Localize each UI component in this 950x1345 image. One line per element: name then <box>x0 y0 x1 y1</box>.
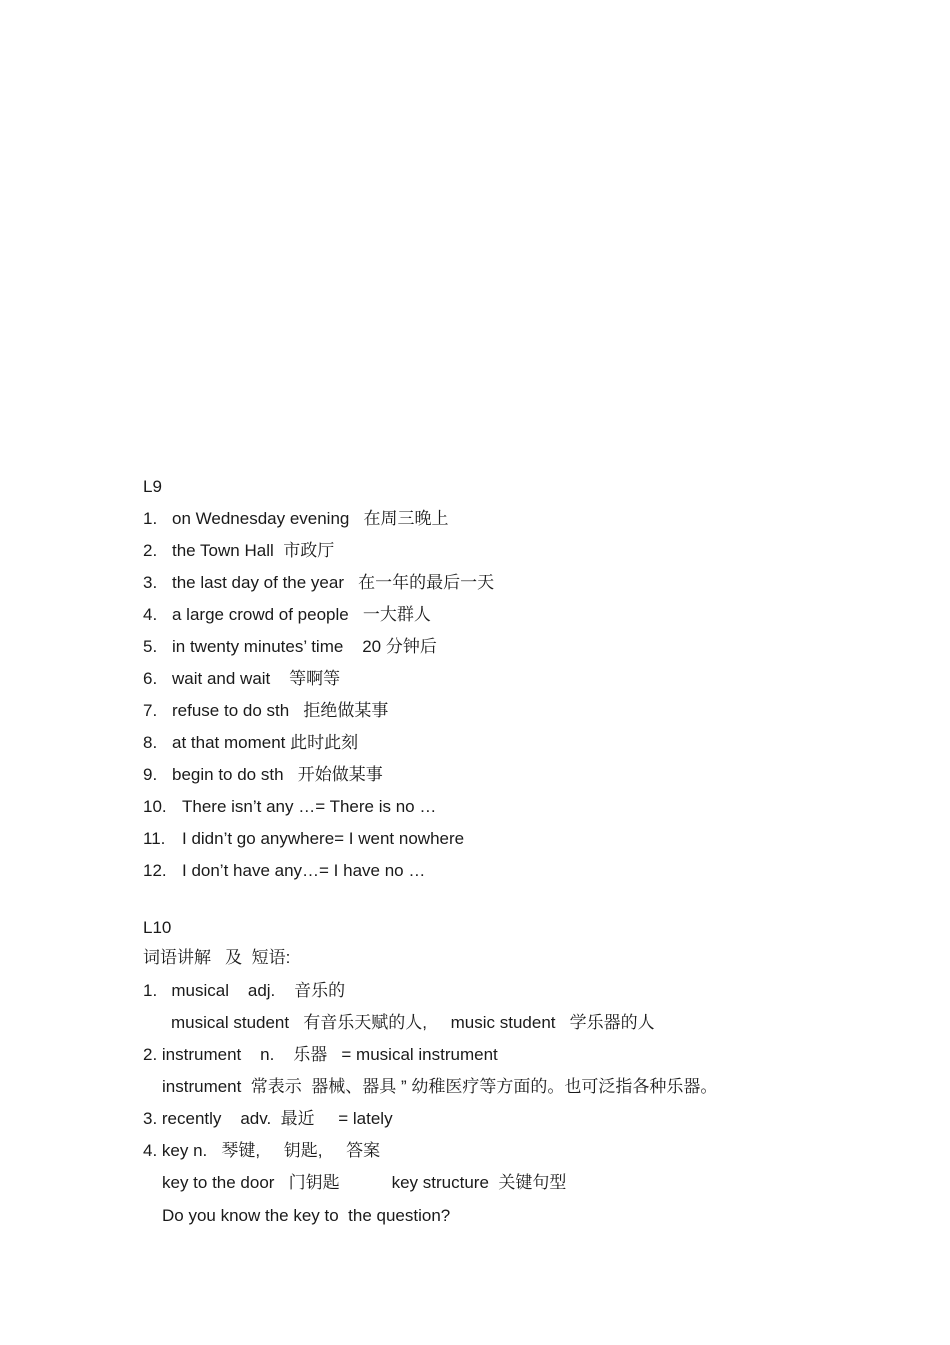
item-text: a large crowd of people 一大群人 <box>172 605 431 624</box>
item-number: 8. <box>143 733 158 752</box>
item-text: refuse to do sth 拒绝做某事 <box>172 701 389 720</box>
list-item <box>143 572 494 594</box>
list-item <box>143 540 334 562</box>
content-line: 4. key n. 琴键, 钥匙, 答案 <box>143 1141 381 1160</box>
list-item <box>143 668 340 690</box>
item-text: at that moment 此时此刻 <box>172 733 359 752</box>
item-number: 5. <box>143 637 158 656</box>
list-item <box>143 796 436 818</box>
content-line: 2. instrument n. 乐器 = musical instrument <box>143 1045 498 1064</box>
item-number: 4. <box>143 605 158 624</box>
list-item <box>143 508 449 530</box>
item-text: I don’t have any…= I have no … <box>182 861 426 880</box>
item-text: on Wednesday evening 在周三晚上 <box>172 509 449 528</box>
list-item <box>143 700 388 722</box>
content-line: instrument 常表示 器械、器具 ” 幼稚医疗等方面的。也可泛指各种乐器。 <box>162 1077 718 1096</box>
item-number: 1. <box>143 509 158 528</box>
list-item <box>143 604 431 626</box>
item-number: 2. <box>143 541 158 560</box>
item-text: There isn’t any …= There is no … <box>182 797 437 816</box>
item-number: 10. <box>143 797 167 816</box>
item-text: in twenty minutes’ time 20 分钟后 <box>172 637 437 656</box>
item-text: begin to do sth 开始做某事 <box>172 765 383 784</box>
list-item <box>143 636 437 658</box>
list-item <box>143 860 425 882</box>
content-line: 3. recently adv. 最近 = lately <box>143 1109 393 1128</box>
l9-heading: L9 <box>143 477 162 496</box>
item-number: 7. <box>143 701 158 720</box>
item-text: wait and wait 等啊等 <box>172 669 341 688</box>
content-line: 1. musical adj. 音乐的 <box>143 981 346 1000</box>
item-number: 12. <box>143 861 167 880</box>
item-text: I didn’t go anywhere= I went nowhere <box>182 829 465 848</box>
l10-subheading: 词语讲解 及 短语: <box>143 948 291 967</box>
item-number: 11. <box>143 829 166 848</box>
list-item <box>143 764 383 786</box>
list-item <box>143 732 358 754</box>
content-line: key to the door 门钥匙 key structure 关键句型 <box>162 1173 567 1192</box>
item-number: 6. <box>143 669 158 688</box>
l10-heading: L10 <box>143 918 172 937</box>
item-text: the last day of the year 在一年的最后一天 <box>172 573 495 592</box>
item-text: the Town Hall 市政厅 <box>172 541 335 560</box>
item-number: 9. <box>143 765 158 784</box>
list-item <box>143 828 464 850</box>
content-line: musical student 有音乐天赋的人, music student 学乐器的人 <box>171 1013 655 1032</box>
content-line: Do you know the key to the question? <box>162 1206 451 1225</box>
item-number: 3. <box>143 573 158 592</box>
